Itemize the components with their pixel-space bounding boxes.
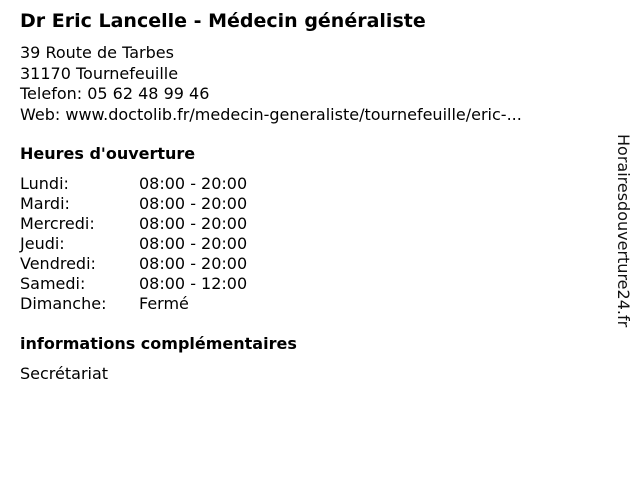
day-label: Lundi: xyxy=(20,174,69,193)
day-label: Mercredi: xyxy=(20,214,95,233)
day-label: Vendredi: xyxy=(20,254,96,273)
time-value: 08:00 - 20:00 xyxy=(139,194,248,213)
website: Web: www.doctolib.fr/medecin-generaliste/tournefeuille/eric-... xyxy=(20,104,522,124)
hours-row-tuesday xyxy=(20,194,280,214)
day-label: Samedi: xyxy=(20,274,86,293)
time-value: 08:00 - 20:00 xyxy=(139,174,248,193)
time-value: 08:00 - 20:00 xyxy=(139,254,248,273)
hours-row-thursday xyxy=(20,234,280,254)
hours-row-friday xyxy=(20,254,280,274)
hours-row-sunday xyxy=(20,294,280,314)
phone-number: Telefon: 05 62 48 99 46 xyxy=(20,84,210,103)
hours-row-monday xyxy=(20,174,280,194)
site-watermark: Horairesdouverture24.fr xyxy=(614,134,633,328)
day-label: Dimanche: xyxy=(20,294,107,313)
street-address: 39 Route de Tarbes xyxy=(20,43,174,62)
address-block xyxy=(20,43,522,125)
page-title: Dr Eric Lancelle - Médecin généraliste xyxy=(20,10,426,32)
day-label: Jeudi: xyxy=(20,234,65,253)
info-text: Secrétariat xyxy=(20,364,109,383)
city-address: 31170 Tournefeuille xyxy=(20,63,179,83)
hours-row-saturday xyxy=(20,274,280,294)
time-value: Fermé xyxy=(139,294,189,313)
time-value: 08:00 - 12:00 xyxy=(139,274,248,293)
opening-hours-list xyxy=(20,174,280,314)
info-heading: informations complémentaires xyxy=(20,334,297,353)
time-value: 08:00 - 20:00 xyxy=(139,234,248,253)
time-value: 08:00 - 20:00 xyxy=(139,214,248,233)
hours-row-wednesday xyxy=(20,214,280,234)
hours-heading: Heures d'ouverture xyxy=(20,144,196,163)
day-label: Mardi: xyxy=(20,194,70,213)
